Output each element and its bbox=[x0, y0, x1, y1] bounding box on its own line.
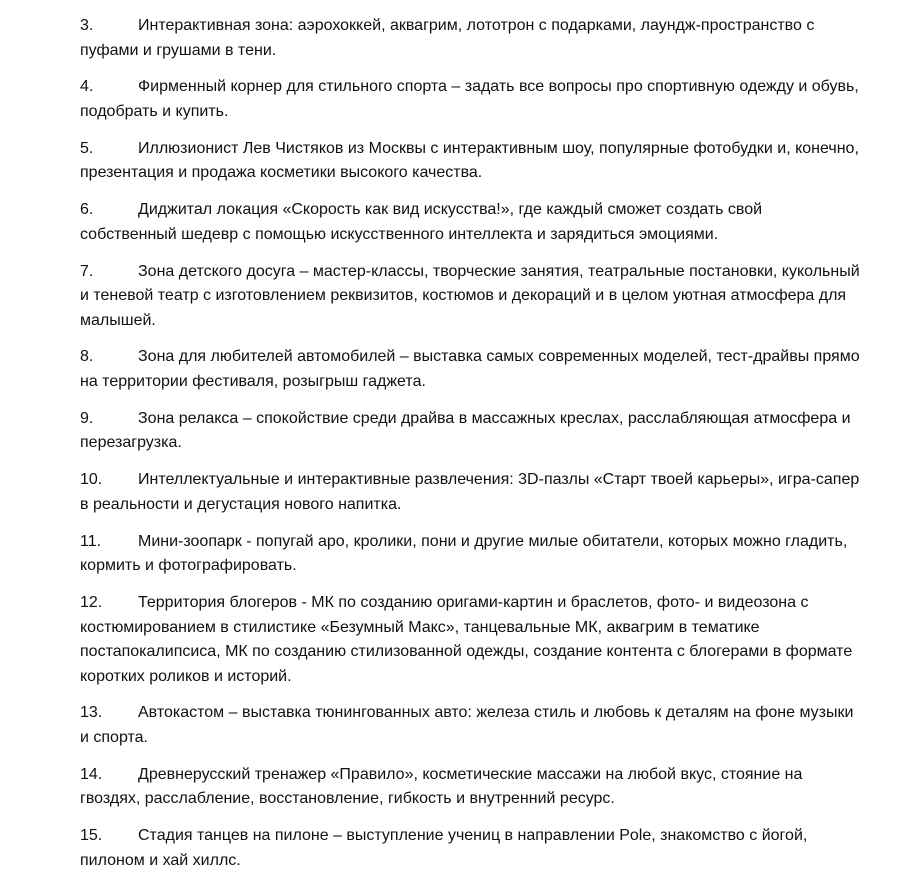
list-item bbox=[80, 198, 860, 247]
list-item bbox=[80, 468, 860, 517]
item-text: Диджитал локация «Скорость как вид искусства!», где каждый сможет создать свой собственный шедевр с помощью искусственного интеллекта и зарядиться эмоциями. bbox=[80, 201, 763, 243]
item-text: Зона детского досуга – мастер-классы, творческие занятия, театральные постановки, кукольный и теневой театр с изготовлением реквизитов, костюмов и декораций и в целом уютная атмосфера для малышей. bbox=[80, 262, 860, 329]
item-text: Иллюзионист Лев Чистяков из Москвы с интерактивным шоу, популярные фотобудки и, конечно, презентация и продажа косметики высокого качества. bbox=[80, 139, 859, 182]
list-item bbox=[80, 137, 860, 186]
item-text: Фирменный корнер для стильного спорта – задать все вопросы про спортивную одежду и обувь, подобрать и купить. bbox=[80, 78, 859, 120]
list-item bbox=[80, 75, 860, 124]
item-number: 5. bbox=[80, 139, 94, 157]
item-text: Стадия танцев на пилоне – выступление учениц в направлении Pole, знакомство с йогой, пилоном и хай хиллс. bbox=[80, 827, 808, 869]
item-number: 8. bbox=[80, 348, 94, 366]
list-item bbox=[80, 14, 860, 63]
list-item bbox=[80, 824, 860, 873]
list-item bbox=[80, 260, 860, 334]
list-item bbox=[80, 701, 860, 750]
item-text: Автокастом – выставка тюнингованных авто: железа стиль и любовь к деталям на фоне музыки и спорта. bbox=[80, 704, 854, 746]
item-text: Зона релакса – спокойствие среди драйва в массажных креслах, расслабляющая атмосфера и перезагрузка. bbox=[80, 409, 851, 452]
item-number: 7. bbox=[80, 262, 94, 280]
list-item bbox=[80, 345, 860, 394]
item-number: 11. bbox=[80, 532, 102, 550]
list-item bbox=[80, 407, 860, 456]
item-number: 9. bbox=[80, 409, 94, 427]
item-text: Интеллектуальные и интерактивные развлечения: 3D-пазлы «Старт твоей карьеры», игра-сапер в реальности и дегустация нового напитка. bbox=[80, 471, 860, 513]
list-item bbox=[80, 763, 860, 812]
item-number: 6. bbox=[80, 201, 94, 219]
item-text: Интерактивная зона: аэрохоккей, аквагрим, лототрон с подарками, лаундж-пространство с пуфами и грушами в тени. bbox=[80, 17, 815, 59]
item-number: 3. bbox=[80, 17, 94, 34]
item-number: 12. bbox=[80, 594, 103, 612]
item-number: 13. bbox=[80, 704, 103, 722]
item-number: 10. bbox=[80, 471, 103, 489]
item-text: Мини-зоопарк - попугай аро, кролики, пони и другие милые обитатели, которых можно гладить, кормить и фотографировать. bbox=[80, 532, 848, 575]
item-number: 15. bbox=[80, 827, 103, 845]
item-text: Зона для любителей автомобилей – выставка самых современных моделей, тест-драйвы прямо на территории фестиваля, розыгрыш гаджета. bbox=[80, 348, 860, 390]
item-number: 4. bbox=[80, 78, 94, 96]
item-text: Территория блогеров - МК по созданию оригами-картин и браслетов, фото- и видеозона с костюмированием в стилистике «Безумный Макс», танцевальные МК, аквагрим в тематике постапокалипсиса, МК по созданию стилизованной одежды, создание контента с блогерами в формате коротких роликов и историй. bbox=[80, 594, 853, 685]
list-item bbox=[80, 591, 860, 689]
list-item bbox=[80, 530, 860, 579]
item-number: 14. bbox=[80, 765, 103, 783]
item-text: Древнерусский тренажер «Правило», косметические массажи на любой вкус, стояние на гвоздях, расслабление, восстановление, гибкость и внутренний ресурс. bbox=[80, 765, 803, 808]
